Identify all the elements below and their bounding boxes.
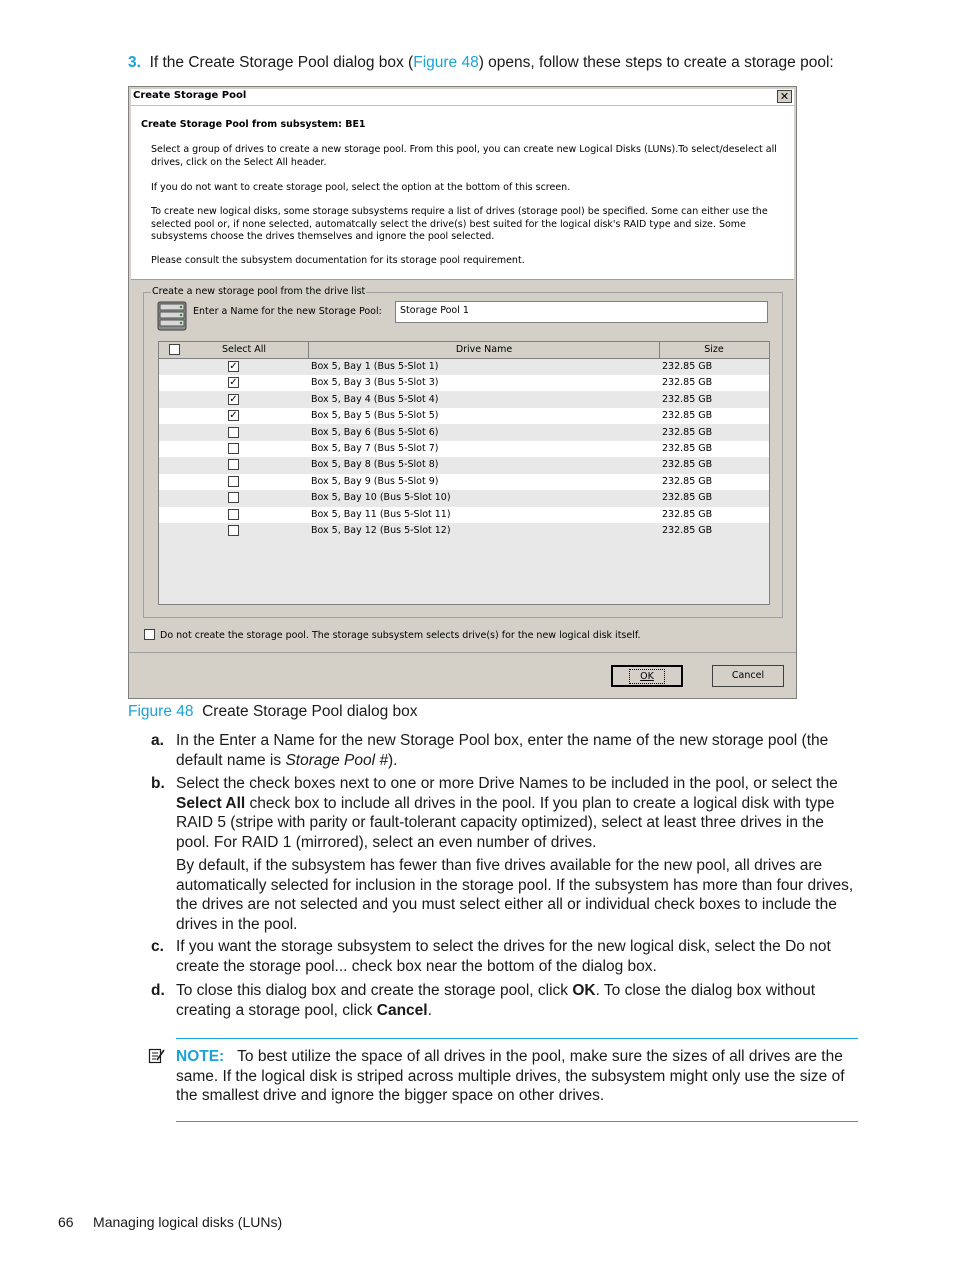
select-all-checkbox[interactable]: [169, 344, 180, 355]
table-row[interactable]: [159, 523, 769, 539]
no-pool-label: Do not create the storage pool. The storage subsystem selects drive(s) for the new logical disk itself.: [160, 630, 641, 641]
step-d-text-2: . To close the dialog box without creating a storage pool, click: [176, 982, 816, 1019]
footer-section: Managing logical disks (LUNs): [93, 1214, 283, 1230]
drive-name-cell: Box 5, Bay 9 (Bus 5-Slot 9): [311, 475, 439, 487]
step-a-italic: Storage Pool #: [285, 751, 388, 769]
step-a-text-2: ).: [387, 751, 398, 769]
step-d-text: [176, 981, 856, 1020]
figure-label: Figure 48: [128, 703, 194, 720]
drive-name-cell: Box 5, Bay 4 (Bus 5-Slot 4): [311, 393, 439, 405]
table-row[interactable]: [159, 441, 769, 457]
drive-checkbox[interactable]: [228, 443, 239, 454]
pool-name-input[interactable]: Storage Pool 1: [395, 301, 768, 323]
drive-size-cell: 232.85 GB: [662, 377, 713, 389]
info-paragraph-4: Please consult the subsystem documentation for its storage pool requirement.: [151, 255, 525, 266]
info-paragraph-2: If you do not want to create storage pool, select the option at the bottom of this screen.: [151, 182, 571, 193]
step-b-text-2: check box to include all drives in the pool. If you plan to create a logical disk with type RAID 5 (stripe with parity or fault-tolerant capacity optimized), select at least three drives in the pool. For RAID 1 (mirrored), select an even number of drives.: [176, 794, 835, 851]
drive-checkbox[interactable]: ✓: [229, 361, 238, 372]
step-a-text-1: In the Enter a Name for the new Storage Pool box, enter the name of the new storage pool (the default name is: [176, 732, 829, 769]
drive-name-cell: Box 5, Bay 1 (Bus 5-Slot 1): [311, 361, 439, 372]
drive-size-cell: 232.85 GB: [662, 525, 713, 536]
step-d-bold-cancel: Cancel: [376, 1001, 428, 1019]
drive-checkbox[interactable]: [228, 492, 239, 503]
step-c-letter: c.: [151, 938, 164, 955]
column-header-drive-name[interactable]: Drive Name: [455, 344, 513, 355]
step-b-paragraph-2: By default, if the subsystem has fewer than five drives available for the new pool, all drives are automatically selected for inclusion in the storage pool. If the subsystem has more than four drives, the drives are not selected and you must select either all or individual check boxes to include the drives in the pool.: [176, 857, 854, 933]
note-label: NOTE:: [176, 1048, 225, 1065]
drive-grid: [158, 341, 770, 605]
step-d-bold-ok: OK: [572, 982, 596, 999]
drive-size-cell: 232.85 GB: [662, 508, 713, 520]
dialog-titlebar: [131, 89, 794, 106]
step-b-text: [176, 774, 856, 852]
table-row[interactable]: [159, 457, 769, 473]
drive-name-cell: Box 5, Bay 8 (Bus 5-Slot 8): [311, 459, 439, 471]
step-number: 3.: [128, 54, 141, 71]
drive-size-cell: 232.85 GB: [662, 475, 713, 487]
drive-size-cell: 232.85 GB: [662, 492, 713, 504]
column-header-size[interactable]: Size: [704, 344, 724, 355]
step-b-bold: Select All: [176, 794, 246, 812]
table-row[interactable]: [159, 425, 769, 441]
table-row[interactable]: [159, 375, 769, 391]
table-row[interactable]: [159, 359, 769, 375]
drive-size-cell: 232.85 GB: [662, 410, 713, 422]
drive-checkbox[interactable]: ✓: [229, 377, 238, 389]
drive-name-cell: Box 5, Bay 3 (Bus 5-Slot 3): [311, 377, 439, 389]
drive-name-cell: Box 5, Bay 5 (Bus 5-Slot 5): [311, 410, 439, 422]
column-header-select-all[interactable]: Select All: [221, 344, 267, 355]
note-icon: [148, 1047, 166, 1065]
drive-checkbox[interactable]: [228, 427, 239, 438]
drive-checkbox[interactable]: [228, 509, 239, 520]
page-footer: [58, 1214, 282, 1230]
groupbox-label: Create a new storage pool from the drive list: [152, 286, 366, 297]
drive-checkbox[interactable]: ✓: [229, 410, 238, 422]
figure-caption-text: Create Storage Pool dialog box: [202, 703, 418, 720]
step-c-text: If you want the storage subsystem to select the drives for the new logical disk, select the Do not create the storage pool... check box near the bottom of the dialog box.: [176, 938, 831, 975]
page-number: 66: [58, 1214, 74, 1230]
close-icon[interactable]: ✕: [777, 90, 792, 103]
drive-size-cell: 232.85 GB: [662, 361, 713, 372]
figure-link[interactable]: Figure 48: [413, 54, 479, 71]
cancel-button-label: Cancel: [731, 670, 765, 681]
drive-size-cell: 232.85 GB: [662, 443, 713, 454]
drive-name-cell: Box 5, Bay 12 (Bus 5-Slot 12): [311, 525, 451, 536]
step-d-text-1: To close this dialog box and create the storage pool, click: [176, 982, 573, 999]
drive-size-cell: 232.85 GB: [662, 393, 713, 405]
info-paragraph-1: Select a group of drives to create a new storage pool. From this pool, you can create new Logical Disks (LUNs).To select/deselect all drives, click on the Select All header.: [151, 144, 777, 168]
table-row[interactable]: [159, 507, 769, 523]
create-storage-pool-dialog: [128, 86, 797, 699]
dialog-title: Create Storage Pool: [133, 90, 247, 101]
footer-divider: [129, 652, 796, 653]
info-paragraph-3: To create new logical disks, some storage subsystems require a list of drives (storage pool) be specified. Some can either use the selected pool or, if none selected, automatcally select the drive(s) best suited for the logical disk's RAID type and size. Some subsystems choose the drives themselves and ignore the pool selected.: [151, 206, 768, 242]
drive-size-cell: 232.85 GB: [662, 459, 713, 471]
cancel-button[interactable]: [712, 665, 784, 687]
drive-name-cell: Box 5, Bay 7 (Bus 5-Slot 7): [311, 443, 439, 454]
info-pane: [131, 106, 794, 280]
step-a-text: [176, 731, 856, 770]
step-text-pre: If the Create Storage Pool dialog box (: [149, 54, 414, 71]
step-text-post: ) opens, follow these steps to create a storage pool:: [478, 54, 834, 71]
step-b-letter: b.: [151, 775, 165, 792]
drive-name-cell: Box 5, Bay 10 (Bus 5-Slot 10): [311, 492, 451, 504]
grid-header: [159, 342, 769, 359]
drive-checkbox[interactable]: [228, 459, 239, 470]
drive-checkbox[interactable]: [228, 476, 239, 487]
step-3: [128, 53, 888, 73]
table-row[interactable]: [159, 392, 769, 408]
drive-checkbox[interactable]: ✓: [229, 393, 238, 405]
figure-caption: [128, 702, 418, 722]
step-a-letter: a.: [151, 732, 164, 749]
storage-pool-icon: [157, 300, 187, 332]
drive-checkbox[interactable]: [228, 525, 239, 536]
table-row[interactable]: [159, 474, 769, 490]
note-top-rule: [176, 1038, 858, 1039]
note-bottom-rule: [176, 1121, 858, 1122]
step-d-text-3: .: [427, 1001, 432, 1019]
table-row[interactable]: [159, 490, 769, 506]
drive-name-cell: Box 5, Bay 6 (Bus 5-Slot 6): [311, 426, 439, 438]
ok-button[interactable]: [611, 665, 683, 687]
ok-button-label: OK: [629, 669, 665, 684]
table-row[interactable]: [159, 408, 769, 424]
dialog-heading: Create Storage Pool from subsystem: BE1: [141, 119, 366, 130]
step-b-text-1: Select the check boxes next to one or more Drive Names to be included in the pool, or select the: [176, 775, 838, 792]
drive-name-cell: Box 5, Bay 11 (Bus 5-Slot 11): [311, 508, 451, 520]
name-label: Enter a Name for the new Storage Pool:: [193, 306, 382, 317]
no-pool-checkbox[interactable]: [144, 629, 155, 640]
drive-size-cell: 232.85 GB: [662, 426, 713, 438]
note-body: To best utilize the space of all drives in the pool, make sure the sizes of all drives are the same. If the logical disk is striped across multiple drives, the subsystem might only use the size of the smallest drive and ignore the bigger space on other drives.: [176, 1048, 845, 1104]
step-d-letter: d.: [151, 982, 165, 999]
note-text: [176, 1047, 856, 1106]
